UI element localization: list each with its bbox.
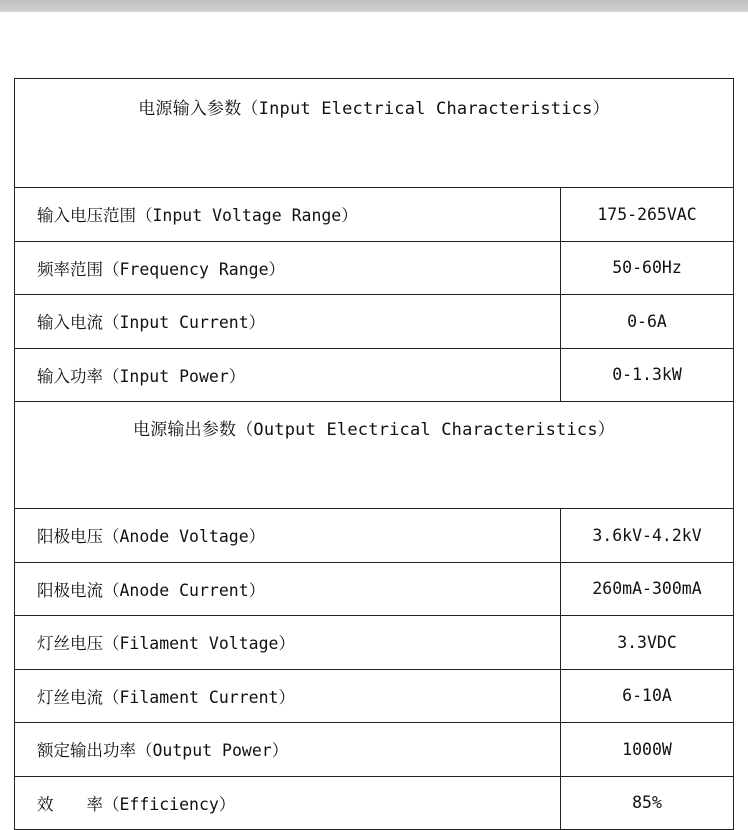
row-label: 输入功率（Input Power） bbox=[15, 349, 561, 402]
table-row bbox=[15, 616, 733, 670]
row-value: 3.6kV-4.2kV bbox=[561, 509, 733, 562]
table-row bbox=[15, 349, 733, 403]
row-label: 输入电流（Input Current） bbox=[15, 295, 561, 348]
table-row bbox=[15, 670, 733, 724]
table-row bbox=[15, 242, 733, 296]
row-value: 85% bbox=[561, 777, 733, 830]
row-value: 3.3VDC bbox=[561, 616, 733, 669]
row-value: 1000W bbox=[561, 723, 733, 776]
table-row bbox=[15, 509, 733, 563]
row-label: 灯丝电流（Filament Current） bbox=[15, 670, 561, 723]
row-label: 效 率（Efficiency） bbox=[15, 777, 561, 830]
row-label: 阳极电压（Anode Voltage） bbox=[15, 509, 561, 562]
row-value: 260mA-300mA bbox=[561, 563, 733, 616]
table-row bbox=[15, 563, 733, 617]
top-divider-bar bbox=[0, 0, 748, 12]
table-row bbox=[15, 723, 733, 777]
row-label: 频率范围（Frequency Range） bbox=[15, 242, 561, 295]
output-section-title: 电源输出参数（Output Electrical Characteristics） bbox=[15, 402, 733, 509]
row-value: 6-10A bbox=[561, 670, 733, 723]
row-value: 0-6A bbox=[561, 295, 733, 348]
row-label: 阳极电流（Anode Current） bbox=[15, 563, 561, 616]
row-label: 输入电压范围（Input Voltage Range） bbox=[15, 188, 561, 241]
row-label: 灯丝电压（Filament Voltage） bbox=[15, 616, 561, 669]
row-label: 额定输出功率（Output Power） bbox=[15, 723, 561, 776]
input-section-title: 电源输入参数（Input Electrical Characteristics） bbox=[15, 79, 733, 188]
table-row bbox=[15, 295, 733, 349]
row-value: 50-60Hz bbox=[561, 242, 733, 295]
row-value: 0-1.3kW bbox=[561, 349, 733, 402]
table-row bbox=[15, 188, 733, 242]
table-row bbox=[15, 777, 733, 830]
row-value: 175-265VAC bbox=[561, 188, 733, 241]
spec-table bbox=[14, 78, 734, 830]
